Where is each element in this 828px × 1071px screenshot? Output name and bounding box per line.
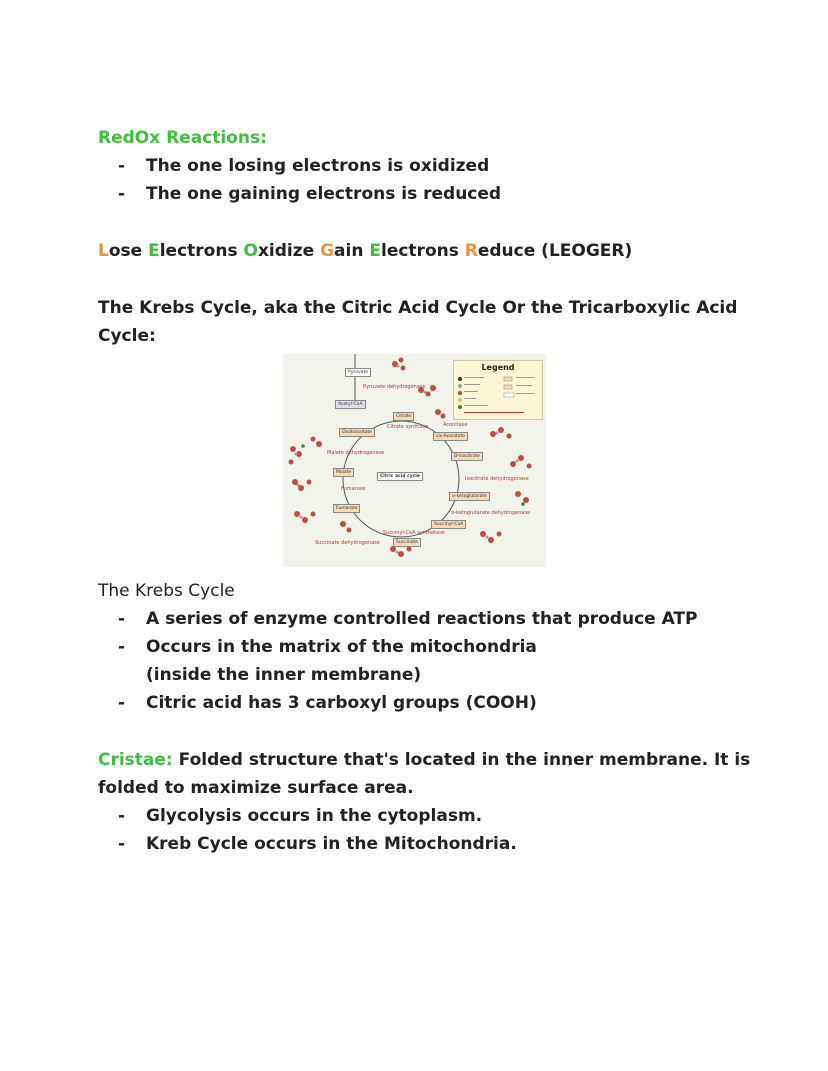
krebs-cycle-diagram <box>283 354 546 567</box>
redox-bullet-2: The one gaining electrons is reduced <box>146 184 502 204</box>
cristae-bullet-2: Kreb Cycle occurs in the Mitochondria. <box>146 834 517 854</box>
krebs-bullet-1: A series of enzyme controlled reactions that produce ATP <box>146 609 698 629</box>
cis-aconitate-box: cis-Aconitate <box>433 432 468 441</box>
bullet-marker: - <box>118 834 126 854</box>
enzyme-label: Fumarase <box>341 486 366 492</box>
oxaloacetate-box: Oxaloacetate <box>339 428 375 437</box>
acetyl-coa-box: Acetyl-CoA <box>335 400 366 409</box>
ketoglutarate-box: α-ketoglutarate <box>449 492 490 501</box>
enzyme-label: Succinyl-CoA synthetase <box>383 530 445 536</box>
legend-swatches <box>454 361 542 419</box>
enzyme-label: Succinate dehydrogenase <box>315 540 380 546</box>
mnemonic-letter: L <box>98 241 109 261</box>
krebs-bullet-2-continued: (inside the inner membrane) <box>146 665 422 685</box>
krebs-bullet-3: Citric acid has 3 carboxyl groups (COOH) <box>146 693 537 713</box>
krebs-heading: The Krebs Cycle <box>98 581 235 601</box>
redox-heading: RedOx Reactions: <box>98 128 267 148</box>
bullet-marker: - <box>118 609 126 629</box>
enzyme-label: Pyruvate dehydrogenase <box>363 384 426 390</box>
mnemonic-letter: O <box>243 241 258 261</box>
cristae-line-2: folded to maximize surface area. <box>98 778 414 798</box>
bullet-marker: - <box>118 806 126 826</box>
pyruvate-box: Pyruvate <box>345 368 371 377</box>
bullet-marker: - <box>118 184 126 204</box>
krebs-bullet-2: Occurs in the matrix of the mitochondria <box>146 637 537 657</box>
bullet-marker: - <box>118 693 126 713</box>
enzyme-label: Aconitase <box>443 422 468 428</box>
fumarate-box: Fumarate <box>333 504 360 513</box>
cristae-label: Cristae: <box>98 750 173 770</box>
enzyme-label: Malate dehydrogenase <box>327 450 385 456</box>
mnemonic-letter: E <box>369 241 381 261</box>
krebs-intro-line-2: Cycle: <box>98 326 156 346</box>
legend-box <box>453 360 543 420</box>
succinyl-coa-box: Succinyl-CoA <box>431 520 466 529</box>
redox-bullet-1: The one losing electrons is oxidized <box>146 156 490 176</box>
isocitrate-box: D-isocitrate <box>451 452 483 461</box>
leoger-mnemonic: Lose Electrons Oxidize Gain Electrons Reduce (LEOGER) <box>98 241 633 261</box>
krebs-intro-line-1: The Krebs Cycle, aka the Citric Acid Cycle Or the Tricarboxylic Acid <box>98 298 738 318</box>
enzyme-label: Isocitrate dehydrogenase <box>465 476 529 482</box>
cristae-line-1: Cristae: Folded structure that's located in the inner membrane. It is <box>98 750 751 770</box>
succinate-box: Succinate <box>393 538 421 547</box>
citric-acid-cycle-label: Citric acid cycle <box>377 472 423 481</box>
malate-box: Malate <box>333 468 354 477</box>
bullet-marker: - <box>118 637 126 657</box>
mnemonic-letter: R <box>464 241 478 261</box>
mnemonic-letter: E <box>148 241 160 261</box>
enzyme-label: Citrate synthase <box>387 424 429 430</box>
enzyme-label: α-ketoglutarate dehydrogenase <box>451 510 531 516</box>
legend-title: Legend <box>481 363 515 372</box>
mnemonic-letter: G <box>320 241 335 261</box>
bullet-marker: - <box>118 156 126 176</box>
cristae-bullet-1: Glycolysis occurs in the cytoplasm. <box>146 806 483 826</box>
citrate-box: Citrate <box>393 412 414 421</box>
